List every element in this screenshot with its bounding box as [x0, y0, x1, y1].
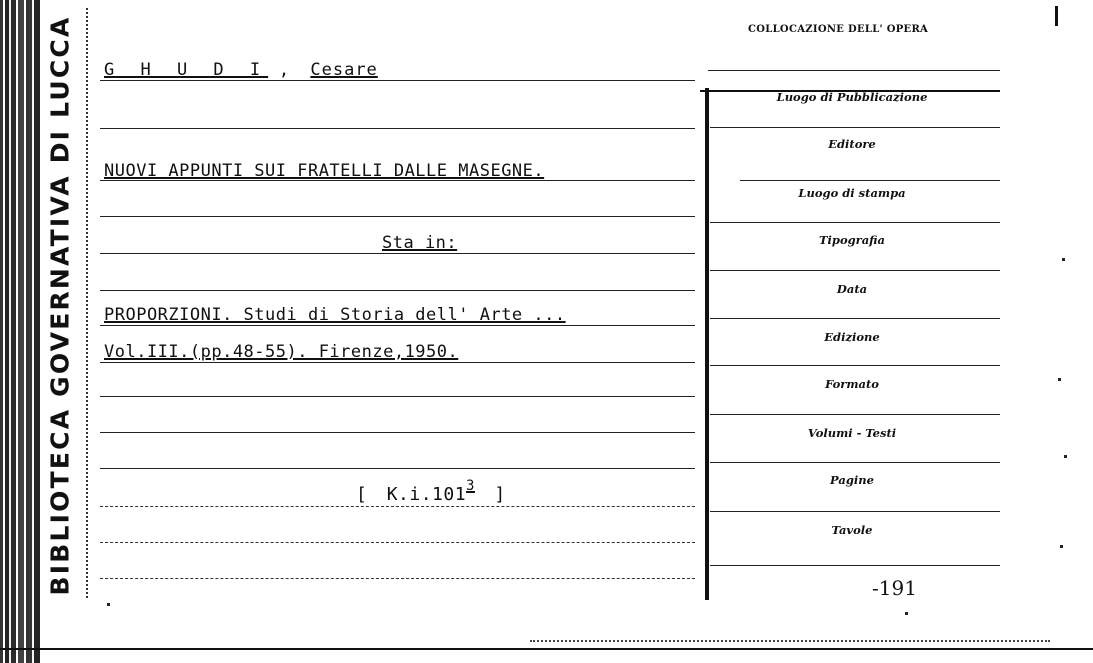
scan-edge-strip: [0, 0, 40, 663]
work-title: NUOVI APPUNTI SUI FRATELLI DALLE MASEGNE.: [104, 161, 545, 181]
scan-mark: [1055, 6, 1058, 26]
scan-speck: [1058, 378, 1061, 381]
shelfmark-main: K.i.101: [386, 484, 467, 505]
field-place-of-printing: Luogo di stampa: [798, 186, 906, 200]
source-line-1: [104, 305, 566, 325]
field-edition: Edizione: [824, 330, 880, 344]
card-rule: [100, 253, 695, 254]
field-pages: Pagine: [830, 473, 874, 487]
source-line-2: [104, 342, 458, 362]
card-rule: [100, 396, 695, 397]
panel-header: COLLOCAZIONE DELL' OPERA: [748, 24, 929, 35]
scan-speck: [1062, 258, 1065, 261]
library-stamp: [42, 10, 78, 600]
card-rule: [100, 578, 695, 579]
shelfmark-open-bracket: [: [356, 484, 368, 505]
author-given-name: Cesare: [310, 60, 378, 80]
field-place-of-publication: Luogo di Pubblicazione: [776, 90, 928, 104]
card-rule: [100, 362, 695, 363]
card-rule: [100, 128, 695, 129]
author-separator: ,: [278, 60, 290, 80]
panel-border: [705, 88, 709, 600]
field-format: Formato: [825, 377, 879, 391]
field-printer: Tipografia: [818, 233, 885, 247]
card-rule: [100, 216, 695, 217]
author-line: [104, 60, 378, 80]
source-line-1-text: PROPORZIONI. Studi di Storia dell' Arte ...: [104, 305, 566, 325]
panel-rule: [740, 180, 1000, 181]
panel-rule: [710, 565, 1000, 566]
margin-dotted-line: [86, 8, 88, 598]
panel-rule: [710, 222, 1000, 223]
scan-speck: [1064, 455, 1067, 458]
field-volumes-texts: Volumi - Testi: [807, 426, 897, 440]
scan-speck: [107, 603, 110, 606]
card-rule: [100, 506, 695, 507]
card-rule: [100, 432, 695, 433]
panel-rule: [710, 365, 1000, 366]
card-rule: [100, 290, 695, 291]
library-stamp-text: BIBLIOTECA GOVERNATIVA DI LUCCA: [45, 15, 75, 595]
field-plates: Tavole: [831, 523, 873, 537]
shelfmark: [356, 478, 506, 505]
source-line-2-text: Vol.III.(pp.48-55). Firenze,1950.: [104, 342, 459, 362]
card-rule: [100, 468, 695, 469]
handwritten-annotation: -191: [872, 576, 917, 600]
panel-rule: [710, 462, 1000, 463]
card-rule: [100, 80, 695, 81]
shelfmark-close-bracket: ]: [494, 484, 506, 505]
panel-rule: [710, 318, 1000, 319]
panel-rule: [708, 70, 1000, 71]
panel-rule: [710, 414, 1000, 415]
card-rule: [100, 542, 695, 543]
panel-rule: [710, 127, 1000, 128]
sta-in-label: Sta in:: [382, 233, 458, 253]
bottom-dotted-edge: [530, 640, 1050, 642]
scan-speck: [905, 612, 908, 615]
scan-speck: [1060, 545, 1063, 548]
author-surname: G H U D I: [104, 60, 269, 80]
bottom-edge-line: [0, 648, 1093, 650]
field-date: Data: [836, 282, 868, 296]
panel-rule: [710, 511, 1000, 512]
field-publisher: Editore: [828, 137, 876, 151]
shelfmark-superscript: 3: [466, 478, 475, 494]
panel-rule: [710, 270, 1000, 271]
card-rule: [100, 325, 695, 326]
